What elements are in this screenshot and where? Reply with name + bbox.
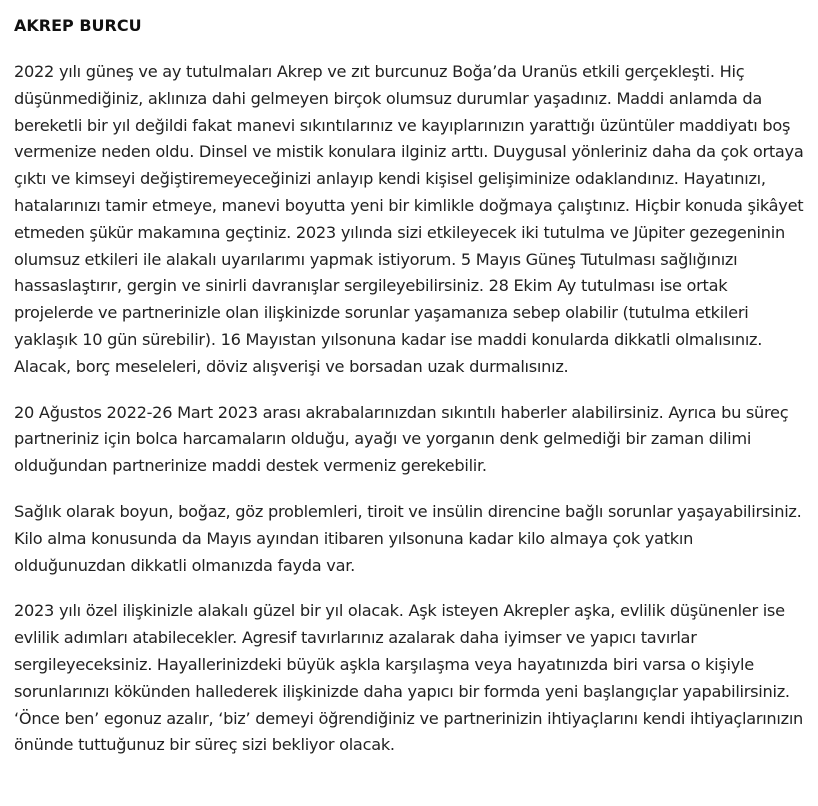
paragraph-relatives: 20 Ağustos 2022-26 Mart 2023 arası akrabalarınızdan sıkıntılı haberler alabilirsiniz. Ayrıca bu süreç partneriniz için bolca harcamaların olduğu, ayağı ve yorganın denk gelmediği bir zaman dilimi olduğundan partnerinize maddi destek vermeniz gerekebilir. <box>14 402 789 476</box>
paragraph-eclipses-2022: 2022 yılı güneş ve ay tutulmaları Akrep ve zıt burcunuz Boğa’da Uranüs etkili gerçekleşti. Hiç düşünmediğiniz, aklınıza dahi gelmeyen birçok olumsuz durumlar yaşadınız. Maddi anlamda da bereketli bir yıl değildi fakat manevi sıkıntılarınız ve kayıplarınızın yarattığı üzüntüler maddiyatı boş vermenize neden oldu. Dinsel ve mistik konulara ilginiz arttı. Duygusal yönleriniz daha da çok ortaya çıktı ve kimseyi değiştiremeyeceğinizi anlayıp kendi kişisel gelişiminize odaklandınız. Hayatınızı, hatalarınızı tamir etmeye, manevi boyutta yeni bir kimlikle doğmaya çalıştınız. Hiçbir konuda şikâyet etmeden şükür makamına geçtiniz. 2023 yılında sizi etkileyecek iki tutulma ve Jüpiter gezegeninin olumsuz etkileri ile alakalı uyarılarımı yapmak istiyorum. 5 Mayıs Güneş Tutulması sağlığınızı hassaslaştırır, gergin ve sinirli davranışlar sergileyebilirsiniz. 28 Ekim Ay tutulması ise ortak projelerde ve partnerinizle olan ilişkinizde sorunlar yaşamanıza sebep olabilir (tutulma etkileri yaklaşık 10 gün sürebilir). 16 Mayıstan yılsonuna kadar ise maddi konularda dikkatli olmalısınız. Alacak, borç meseleleri, döviz alışverişi ve borsadan uzak durmalısınız. <box>14 62 804 376</box>
paragraph-love: 2023 yılı özel ilişkinizle alakalı güzel bir yıl olacak. Aşk isteyen Akrepler aşka, evlilik düşünenler ise evlilik adımları atabilecekler. Agresif tavırlarınız azalarak daha iyimser ve yapıcı tavırlar sergileyeceksiniz. Hayallerinizdeki büyük aşkla karşılaşma veya hayatınızda biri varsa o kişiyle sorunlarınızı kökünden hallederek ilişkinizde daha yapıcı bir formda yeni başlangıçlar yapabilirsiniz. ‘Önce ben’ egonuz azalır, ‘biz’ demeyi öğrendiğiniz ve partnerinizin ihtiyaçlarını kendi ihtiyaçlarınızın önünde tuttuğunuz bir süreç sizi bekliyor olacak. <box>14 601 804 755</box>
paragraph-health: Sağlık olarak boyun, boğaz, göz problemleri, tiroit ve insülin direncine bağlı sorunlar yaşayabilirsiniz. Kilo alma konusunda da Mayıs ayından itibaren yılsonuna kadar kilo almaya çok yatkın olduğunuzdan dikkatli olmanızda fayda var. <box>14 501 802 575</box>
article-title: AKREP BURCU <box>14 16 142 35</box>
